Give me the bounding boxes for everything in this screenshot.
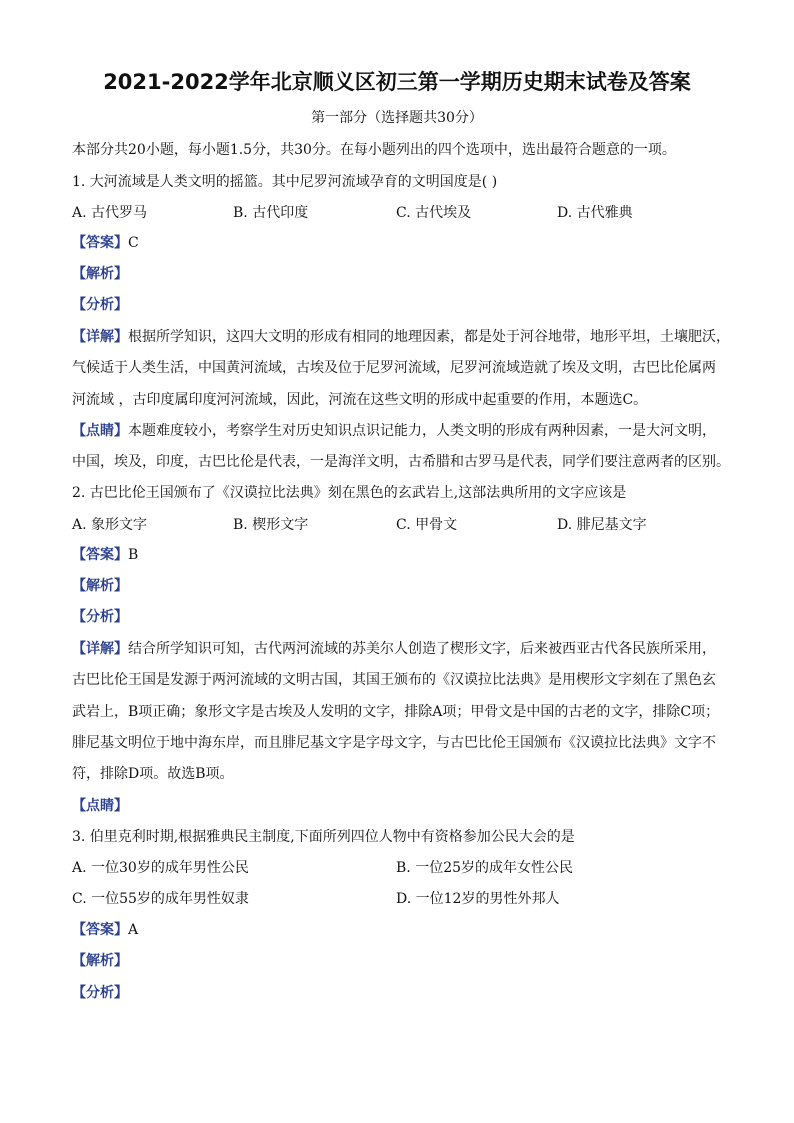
q2-breakdown <box>72 607 732 627</box>
q3-breakdown <box>72 983 732 1003</box>
q3-answer-value: A <box>128 922 139 938</box>
q1-answer <box>72 233 732 253</box>
q2-answer <box>72 545 732 565</box>
q2-comment <box>72 796 732 816</box>
comment-label: 【点睛】 <box>72 423 128 439</box>
analysis-label: 【解析】 <box>72 953 128 969</box>
q2-option-c: C. 甲骨文 <box>396 517 458 533</box>
q1-breakdown <box>72 295 732 315</box>
q1-comment-line-1 <box>72 421 732 441</box>
section-heading: 第一部分（选择题共30分） <box>311 110 483 126</box>
answer-label: 【答案】 <box>72 235 128 251</box>
q2-option-b: B. 楔形文字 <box>233 517 309 533</box>
breakdown-label: 【分析】 <box>72 609 128 625</box>
q1-detail-line-1 <box>72 327 732 347</box>
q2-detail-line-3: 武岩上，B项正确；象形文字是古埃及人发明的文字，排除A项；甲骨文是中国的古老的文字，排除C项； <box>72 704 720 720</box>
answer-label: 【答案】 <box>72 547 128 563</box>
instructions: 本部分共20小题，每小题1.5分，共30分。在每小题列出的四个选项中，选出最符合题意的一项。 <box>72 142 676 158</box>
detail-label: 【详解】 <box>72 641 128 657</box>
q3-option-b: B. 一位25岁的成年女性公民 <box>396 860 574 876</box>
q3-answer <box>72 920 732 940</box>
q3-option-a: A. 一位30岁的成年男性公民 <box>72 860 249 876</box>
q2-detail-line-5: 符，排除D项。故选B项。 <box>72 766 234 782</box>
q1-comment-line-2: 中国，埃及，印度，古巴比伦是代表，一是海洋文明，古希腊和古罗马是代表，同学们要注意两者的区别。 <box>72 454 730 470</box>
q3-analysis <box>72 951 732 971</box>
q1-comment-text: 本题难度较小，考察学生对历史知识点识记能力，人类文明的形成有两种因素，一是大河文明， <box>128 423 716 439</box>
breakdown-label: 【分析】 <box>72 985 128 1001</box>
q1-option-c: C. 古代埃及 <box>396 205 472 221</box>
question-1-stem: 1. 大河流域是人类文明的摇篮。其中尼罗河流域孕育的文明国度是( ) <box>72 174 498 190</box>
question-2-stem: 2. 古巴比伦王国颁布了《汉谟拉比法典》刻在黑色的玄武岩上,这部法典所用的文字应该是 <box>72 485 627 501</box>
q2-answer-value: B <box>128 547 139 563</box>
q2-detail-line-1 <box>72 639 732 659</box>
q1-option-a: A. 古代罗马 <box>72 205 148 221</box>
q1-detail-line-2: 气候适于人类生活，中国黄河流域，古埃及位于尼罗河流域，尼罗河流域造就了埃及文明，古巴比伦属两 <box>72 360 716 376</box>
q1-analysis <box>72 264 732 284</box>
breakdown-label: 【分析】 <box>72 297 128 313</box>
q2-analysis <box>72 576 732 596</box>
page-title: 2021-2022学年北京顺义区初三第一学期历史期末试卷及答案 <box>103 70 691 94</box>
detail-label: 【详解】 <box>72 329 128 345</box>
q3-option-c: C. 一位55岁的成年男性奴隶 <box>72 891 249 907</box>
question-3-stem: 3. 伯里克利时期,根据雅典民主制度,下面所列四位人物中有资格参加公民大会的是 <box>72 829 575 845</box>
analysis-label: 【解析】 <box>72 266 128 282</box>
q1-option-d: D. 古代雅典 <box>557 205 633 221</box>
q1-detail-line-3: 河流域 ，古印度属印度河河流域，因此，河流在这些文明的形成中起重要的作用，本题选C。 <box>72 392 648 408</box>
q1-option-b: B. 古代印度 <box>233 205 309 221</box>
q1-detail-text: 根据所学知识，这四大文明的形成有相同的地理因素，都是处于河谷地带，地形平坦，土壤肥沃， <box>128 329 730 345</box>
q2-detail-text: 结合所学知识可知，古代两河流域的苏美尔人创造了楔形文字，后来被西亚古代各民族所采用， <box>128 641 716 657</box>
q2-detail-line-2: 古巴比伦王国是发源于两河流域的文明古国，其国王颁布的《汉谟拉比法典》是用楔形文字刻在了黑色玄 <box>72 672 716 688</box>
comment-label: 【点睛】 <box>72 798 128 814</box>
q3-option-d: D. 一位12岁的男性外邦人 <box>396 891 560 907</box>
q2-option-d: D. 腓尼基文字 <box>557 517 647 533</box>
q2-option-a: A. 象形文字 <box>72 517 148 533</box>
q1-answer-value: C <box>128 235 139 251</box>
q2-detail-line-4: 腓尼基文明位于地中海东岸，而且腓尼基文字是字母文字，与古巴比伦王国颁布《汉谟拉比法典》文字不 <box>72 735 716 751</box>
answer-label: 【答案】 <box>72 922 128 938</box>
analysis-label: 【解析】 <box>72 578 128 594</box>
